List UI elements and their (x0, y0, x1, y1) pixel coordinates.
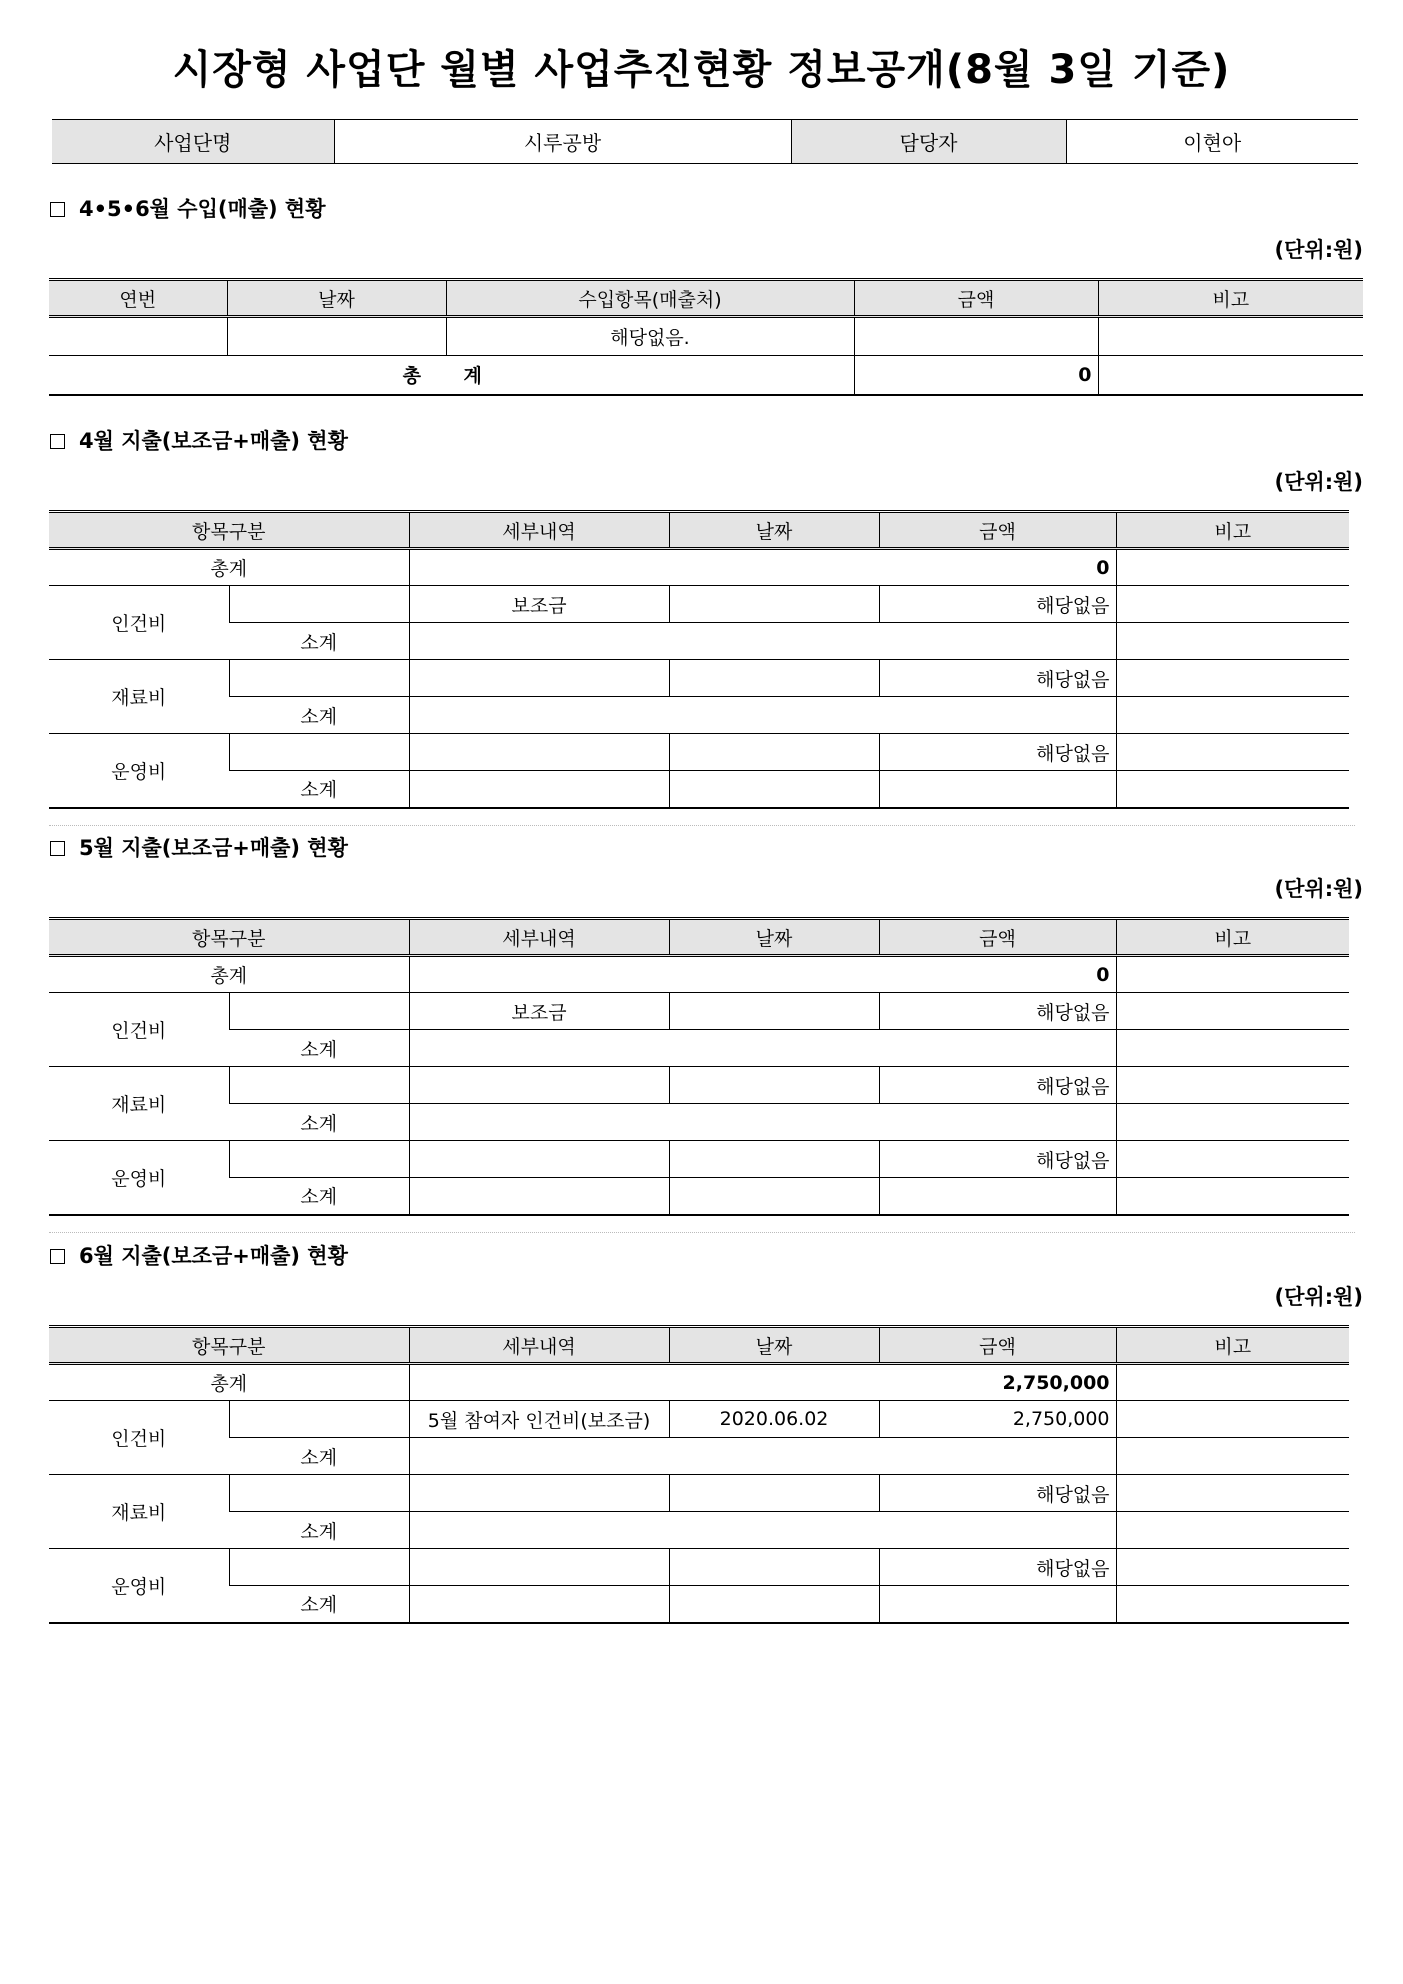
checkbox-square-icon (50, 434, 65, 449)
income-total-row (49, 356, 1363, 395)
expense-header-date: 날짜 (669, 919, 879, 956)
expense-header-note: 비고 (1116, 919, 1349, 956)
subtotal-label: 소계 (229, 1438, 409, 1475)
income-section-title: 4•5•6월 수입(매출) 현황 (50, 193, 326, 223)
materials-amount: 해당없음 (879, 1067, 1116, 1104)
personnel-amount: 해당없음 (879, 586, 1116, 623)
table-row (49, 317, 1363, 356)
expense-header-detail: 세부내역 (409, 919, 669, 956)
table-row (49, 1178, 1349, 1215)
income-header-date: 날짜 (227, 280, 446, 317)
expense-header-date: 날짜 (669, 1327, 879, 1364)
operation-amount: 해당없음 (879, 734, 1116, 771)
table-row (49, 993, 1349, 1030)
table-row (49, 697, 1349, 734)
income-header-no: 연번 (49, 280, 227, 317)
subtotal-label: 소계 (229, 1104, 409, 1141)
expense-header-note: 비고 (1116, 1327, 1349, 1364)
table-row (49, 1104, 1349, 1141)
business-name-label: 사업단명 (52, 120, 334, 164)
section-divider (49, 825, 1355, 826)
table-row (49, 586, 1349, 623)
subtotal-label: 소계 (229, 1512, 409, 1549)
category-personnel: 인건비 (49, 993, 229, 1067)
category-operation: 운영비 (49, 1141, 229, 1215)
subtotal-label: 소계 (229, 1178, 409, 1215)
personnel-amount: 해당없음 (879, 993, 1116, 1030)
income-total-label: 총 계 (49, 356, 854, 395)
table-row (49, 1549, 1349, 1586)
subtotal-label: 소계 (229, 771, 409, 808)
personnel-date (669, 993, 879, 1030)
manager-label: 담당자 (791, 120, 1066, 164)
subtotal-label: 소계 (229, 1586, 409, 1623)
table-row (49, 660, 1349, 697)
table-row (49, 734, 1349, 771)
personnel-date (669, 586, 879, 623)
june-section-title: 6월 지출(보조금+매출) 현황 (50, 1240, 348, 1270)
may-expense-table (49, 917, 1349, 1216)
personnel-detail: 5월 참여자 인건비(보조금) (409, 1401, 669, 1438)
operation-amount: 해당없음 (879, 1141, 1116, 1178)
business-info-table (52, 119, 1358, 164)
expense-unit: (단위:원) (1274, 470, 1363, 494)
operation-amount: 해당없음 (879, 1549, 1116, 1586)
expense-total-label: 총계 (49, 956, 409, 993)
category-operation: 운영비 (49, 734, 229, 808)
expense-header-note: 비고 (1116, 512, 1349, 549)
table-row (49, 1586, 1349, 1623)
category-materials: 재료비 (49, 1067, 229, 1141)
table-row (49, 771, 1349, 808)
table-row (49, 1475, 1349, 1512)
expense-total-label: 총계 (49, 549, 409, 586)
category-operation: 운영비 (49, 1549, 229, 1623)
income-header-item: 수입항목(매출처) (446, 280, 854, 317)
expense-header-detail: 세부내역 (409, 1327, 669, 1364)
personnel-detail: 보조금 (409, 993, 669, 1030)
table-row (49, 1030, 1349, 1067)
expense-total-value: 0 (409, 956, 1116, 993)
expense-header-date: 날짜 (669, 512, 879, 549)
category-personnel: 인건비 (49, 1401, 229, 1475)
personnel-date: 2020.06.02 (669, 1401, 879, 1438)
subtotal-label: 소계 (229, 1030, 409, 1067)
expense-total-row (49, 549, 1349, 586)
expense-total-label: 총계 (49, 1364, 409, 1401)
expense-header-detail: 세부내역 (409, 512, 669, 549)
table-row (49, 623, 1349, 660)
checkbox-square-icon (50, 841, 65, 856)
subtotal-label: 소계 (229, 623, 409, 660)
personnel-amount: 2,750,000 (879, 1401, 1116, 1438)
category-materials: 재료비 (49, 1475, 229, 1549)
business-name-value: 시루공방 (334, 120, 791, 164)
expense-total-value: 0 (409, 549, 1116, 586)
expense-total-value: 2,750,000 (409, 1364, 1116, 1401)
page-title: 시장형 사업단 월별 사업추진현황 정보공개(8월 3일 기준) (172, 47, 1231, 93)
expense-total-row (49, 956, 1349, 993)
category-materials: 재료비 (49, 660, 229, 734)
subtotal-label: 소계 (229, 697, 409, 734)
checkbox-square-icon (50, 202, 65, 217)
expense-unit: (단위:원) (1274, 877, 1363, 901)
income-header-note: 비고 (1098, 280, 1363, 317)
expense-header-category: 항목구분 (49, 512, 409, 549)
materials-amount: 해당없음 (879, 1475, 1116, 1512)
income-unit: (단위:원) (1274, 238, 1363, 262)
checkbox-square-icon (50, 1249, 65, 1264)
expense-header-amount: 금액 (879, 1327, 1116, 1364)
june-expense-table (49, 1325, 1349, 1624)
april-section-title: 4월 지출(보조금+매출) 현황 (50, 425, 348, 455)
table-row (49, 1512, 1349, 1549)
income-total-value: 0 (854, 356, 1098, 395)
income-table (49, 278, 1363, 396)
may-section-title: 5월 지출(보조금+매출) 현황 (50, 832, 348, 862)
table-row (49, 1067, 1349, 1104)
section-divider (49, 1232, 1355, 1233)
expense-header-amount: 금액 (879, 919, 1116, 956)
expense-header-amount: 금액 (879, 512, 1116, 549)
april-expense-table (49, 510, 1349, 809)
expense-header-category: 항목구분 (49, 919, 409, 956)
income-item: 해당없음. (446, 317, 854, 356)
expense-unit: (단위:원) (1274, 1285, 1363, 1309)
materials-amount: 해당없음 (879, 660, 1116, 697)
table-row (49, 1141, 1349, 1178)
income-header-amount: 금액 (854, 280, 1098, 317)
personnel-detail: 보조금 (409, 586, 669, 623)
category-personnel: 인건비 (49, 586, 229, 660)
expense-header-category: 항목구분 (49, 1327, 409, 1364)
table-row (49, 1401, 1349, 1438)
manager-value: 이현아 (1066, 120, 1358, 164)
table-row (49, 1438, 1349, 1475)
expense-total-row (49, 1364, 1349, 1401)
